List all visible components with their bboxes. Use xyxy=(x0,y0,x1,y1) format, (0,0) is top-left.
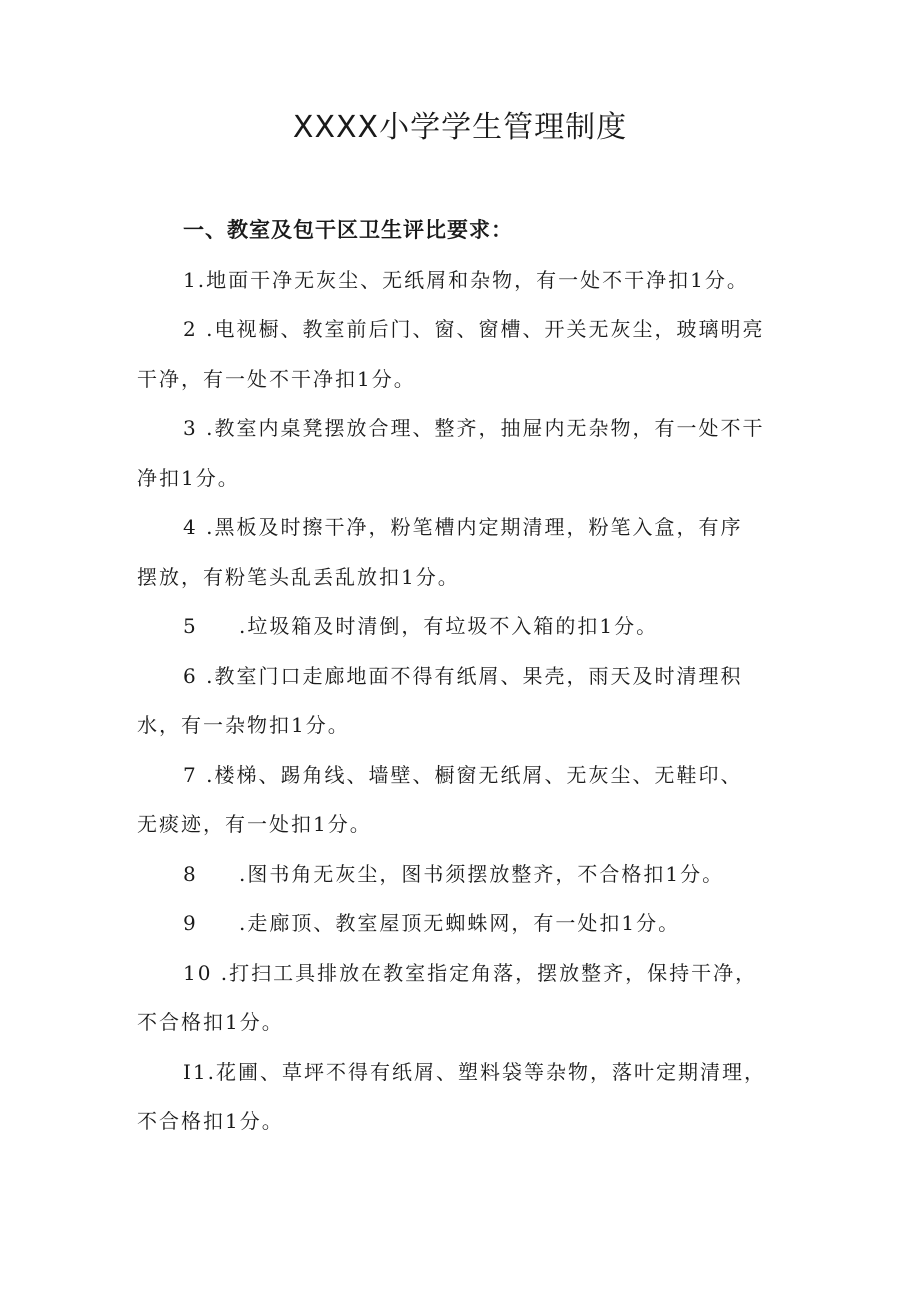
list-item xyxy=(183,509,742,545)
item-number: 4 . xyxy=(183,515,215,539)
list-item xyxy=(183,1054,766,1090)
item-number: I1. xyxy=(183,1060,216,1084)
list-item xyxy=(183,905,680,941)
list-item-continuation: 净扣1分。 xyxy=(137,466,240,490)
item-text: 地面干净无灰尘、无纸屑和杂物，有一处不干净扣1分。 xyxy=(206,268,749,292)
item-number: 8 xyxy=(183,862,198,886)
item-number: 1. xyxy=(183,268,207,292)
list-item-continuation: 水，有一杂物扣1分。 xyxy=(137,713,350,737)
list-item xyxy=(183,856,724,892)
item-text: 花圃、草坪不得有纸屑、塑料袋等杂物，落叶定期清理， xyxy=(215,1060,766,1084)
list-item xyxy=(183,262,749,298)
item-number: 10 . xyxy=(183,961,230,985)
list-item xyxy=(183,955,757,991)
item-text: 教室门口走廊地面不得有纸屑、果壳，雨天及时清理积 xyxy=(214,664,743,688)
list-item xyxy=(183,658,742,694)
list-item xyxy=(183,608,658,644)
item-text: 打扫工具排放在教室指定角落，摆放整齐，保持干净， xyxy=(229,961,758,985)
item-text: 楼梯、踢角线、墙壁、橱窗无纸屑、无灰尘、无鞋印、 xyxy=(214,763,743,787)
item-number: 5 xyxy=(183,614,198,638)
item-number: 2 . xyxy=(183,317,215,341)
list-item-continuation: 不合格扣1分。 xyxy=(137,1010,284,1034)
item-number: 9 xyxy=(183,911,198,935)
list-item xyxy=(183,410,764,446)
item-text: 黑板及时擦干净，粉笔槽内定期清理，粉笔入盒，有序 xyxy=(214,515,743,539)
item-text: .走廊顶、教室屋顶无蜘蛛网，有一处扣1分。 xyxy=(239,911,681,935)
list-item-continuation: 干净，有一处不干净扣1分。 xyxy=(137,367,416,391)
list-item-continuation: 无痰迹，有一处扣1分。 xyxy=(137,812,372,836)
list-item xyxy=(183,757,742,793)
document-title: XXXX小学学生管理制度 xyxy=(292,110,628,145)
list-item xyxy=(183,311,764,347)
item-number: 7 . xyxy=(183,763,215,787)
item-number: 3 . xyxy=(183,416,215,440)
item-text: 电视橱、教室前后门、窗、窗槽、开关无灰尘，玻璃明亮 xyxy=(214,317,765,341)
item-text: .垃圾箱及时清倒，有垃圾不入箱的扣1分。 xyxy=(239,614,659,638)
item-text: .图书角无灰尘，图书须摆放整齐，不合格扣1分。 xyxy=(239,862,725,886)
item-text: 教室内桌凳摆放合理、整齐，抽屉内无杂物，有一处不干 xyxy=(214,416,765,440)
list-item-continuation: 摆放，有粉笔头乱丢乱放扣1分。 xyxy=(137,565,460,589)
list-item-continuation: 不合格扣1分。 xyxy=(137,1109,284,1133)
item-number: 6 . xyxy=(183,664,215,688)
section-heading: 一、教室及包干区卫生评比要求： xyxy=(183,218,513,242)
